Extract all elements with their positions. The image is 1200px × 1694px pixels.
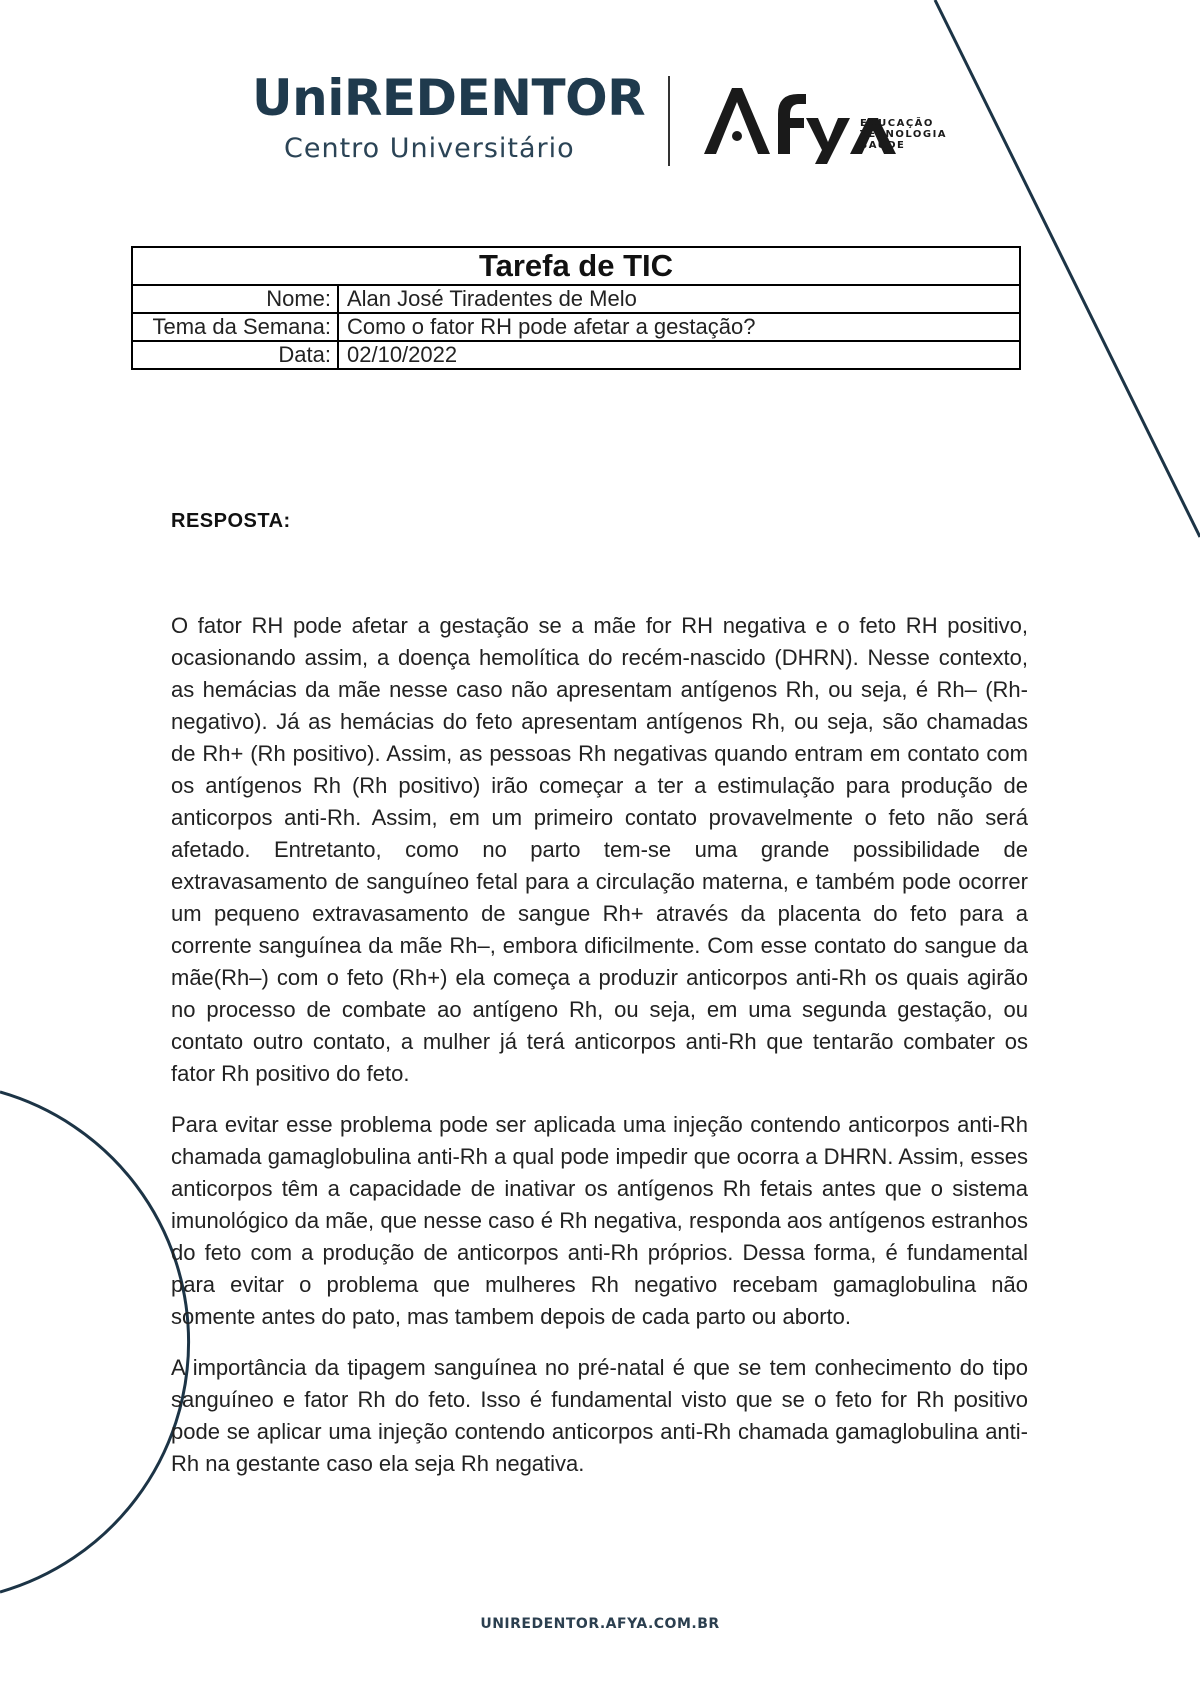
answer-paragraph: O fator RH pode afetar a gestação se a mãe for RH negativa e o feto RH positivo, ocasionando assim, a doença hemolítica do recém-nascido (DHRN). Nesse contexto, as hemácias da mãe nesse caso não apresentam antígenos Rh, ou seja, é Rh– (Rh-negativo). Já as hemácias do feto apresentam antígenos Rh, ou seja, são chamadas de Rh+ (Rh positivo). Assim, as pessoas Rh negativas quando entram em contato com os antígenos Rh (Rh positivo) irão começar a ter a estimulação para produção de anticorpos anti-Rh. Assim, em um primeiro contato provavelmente o feto não será afetado. Entretanto, como no parto tem-se uma grande possibilidade de extravasamento de sanguíneo fetal para a circulação materna, e também pode ocorrer um pequeno extravasamento de sangue Rh+ através da placenta do feto para a corrente sanguínea da mãe Rh–, embora dificilmente. Com esse contato do sangue da mãe(Rh–) com o feto (Rh+) ela começa a produzir anticorpos anti-Rh os quais agirão no processo de combate ao antígeno Rh, ou seja, em uma segunda gestação, ou contato outro contato, a mulher já terá anticorpos anti-Rh que tentarão combater os fator Rh positivo do feto. bbox=[171, 613, 1028, 1086]
afya-tagline bbox=[860, 118, 947, 151]
afya-tagline-line: EDUCAÇÃO bbox=[860, 118, 934, 129]
info-row-name bbox=[133, 286, 1019, 314]
answer-paragraph: A importância da tipagem sanguínea no pré-natal é que se tem conhecimento do tipo sanguíneo e fator Rh do feto. Isso é fundamental visto que se o feto for Rh positivo pode se aplicar uma injeção contendo anticorpos anti-Rh chamada gamaglobulina anti-Rh na gestante caso ela seja Rh negativa. bbox=[171, 1355, 1028, 1476]
info-value: Como o fator RH pode afetar a gestação? bbox=[347, 314, 756, 339]
assignment-title: Tarefa de TIC bbox=[133, 248, 1019, 286]
afya-tagline-line: TECNOLOGIA bbox=[860, 129, 948, 140]
answer-paragraph: Para evitar esse problema pode ser aplicada uma injeção contendo anticorpos anti-Rh chamada gamaglobulina anti-Rh a qual pode impedir que ocorra a DHRN. Assim, esses anticorpos têm a capacidade de inativar os antígenos Rh fetais antes que o sistema imunológico da mãe, que nesse caso é Rh negativa, responda aos antígenos estranhos do feto com a produção de anticorpos anti-Rh próprios. Dessa forma, é fundamental para evitar o problema que mulheres Rh negativo recebam gamaglobulina não somente antes do pato, mas tambem depois de cada parto ou aborto. bbox=[171, 1112, 1028, 1329]
logo-divider bbox=[668, 76, 670, 166]
info-row-theme bbox=[133, 314, 1019, 342]
info-label: Data: bbox=[133, 342, 339, 368]
info-value: 02/10/2022 bbox=[347, 342, 458, 367]
info-label: Nome: bbox=[133, 286, 339, 312]
info-row-date bbox=[133, 342, 1019, 368]
info-value: Alan José Tiradentes de Melo bbox=[347, 286, 637, 311]
brand-main-text: UniREDENTOR bbox=[252, 69, 646, 127]
brand-sub-text: Centro Universitário bbox=[284, 133, 575, 164]
footer-url: UNIREDENTOR.AFYA.COM.BR bbox=[480, 1616, 720, 1632]
assignment-info-table bbox=[131, 246, 1021, 370]
answer-heading: RESPOSTA: bbox=[171, 510, 291, 532]
answer-body bbox=[171, 610, 1028, 1499]
info-label: Tema da Semana: bbox=[133, 314, 339, 340]
afya-tagline-line: SAÚDE bbox=[860, 140, 906, 151]
arc-decor-line bbox=[0, 1092, 189, 1592]
uniredentor-logo bbox=[252, 69, 646, 166]
